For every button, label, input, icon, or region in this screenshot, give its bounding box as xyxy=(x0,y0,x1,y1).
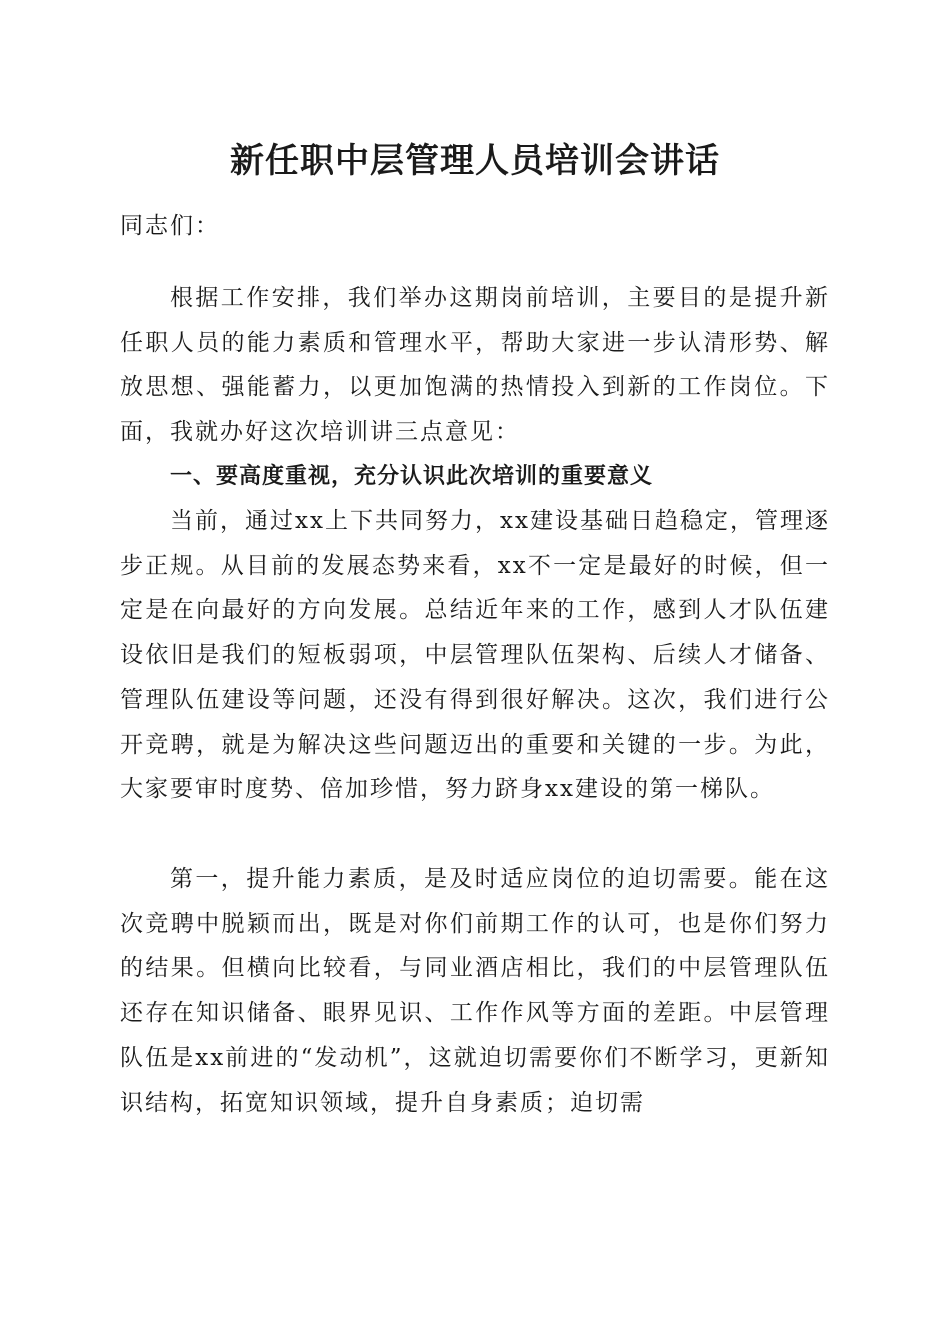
paragraph-intro: 根据工作安排，我们举办这期岗前培训，主要目的是提升新任职人员的能力素质和管理水平，帮助大家进一步认清形势、解放思想、强能蓄力，以更加饱满的热情投入到新的工作岗位。下面，我就办好这次培训讲三点意见： xyxy=(120,285,830,446)
section-heading-1: 一、要高度重视，充分认识此次培训的重要意义 xyxy=(170,464,654,489)
paragraph-current-situation: 当前，通过xx上下共同努力，xx建设基础日趋稳定，管理逐步正规。从目前的发展态势来看，xx不一定是最好的时候，但一定是在向最好的方向发展。总结近年来的工作，感到人才队伍建设依旧是我们的短板弱项，中层管理队伍架构、后续人才储备、管理队伍建设等问题，还没有得到很好解决。这次，我们进行公开竞聘，就是为解决这些问题迈出的重要和关键的一步。为此，大家要审时度势、倍加珍惜，努力跻身xx建设的第一梯队。 xyxy=(120,508,830,803)
salutation: 同志们： xyxy=(120,213,220,239)
document-title: 新任职中层管理人员培训会讲话 xyxy=(230,141,720,181)
paragraph-first-point: 第一，提升能力素质，是及时适应岗位的迫切需要。能在这次竞聘中脱颖而出，既是对你们前期工作的认可，也是你们努力的结果。但横向比较看，与同业酒店相比，我们的中层管理队伍还存在知识储备、眼界见识、工作作风等方面的差距。中层管理队伍是xx前进的“发动机”，这就迫切需要你们不断学习，更新知识结构，拓宽知识领域，提升自身素质；迫切需 xyxy=(120,866,830,1116)
